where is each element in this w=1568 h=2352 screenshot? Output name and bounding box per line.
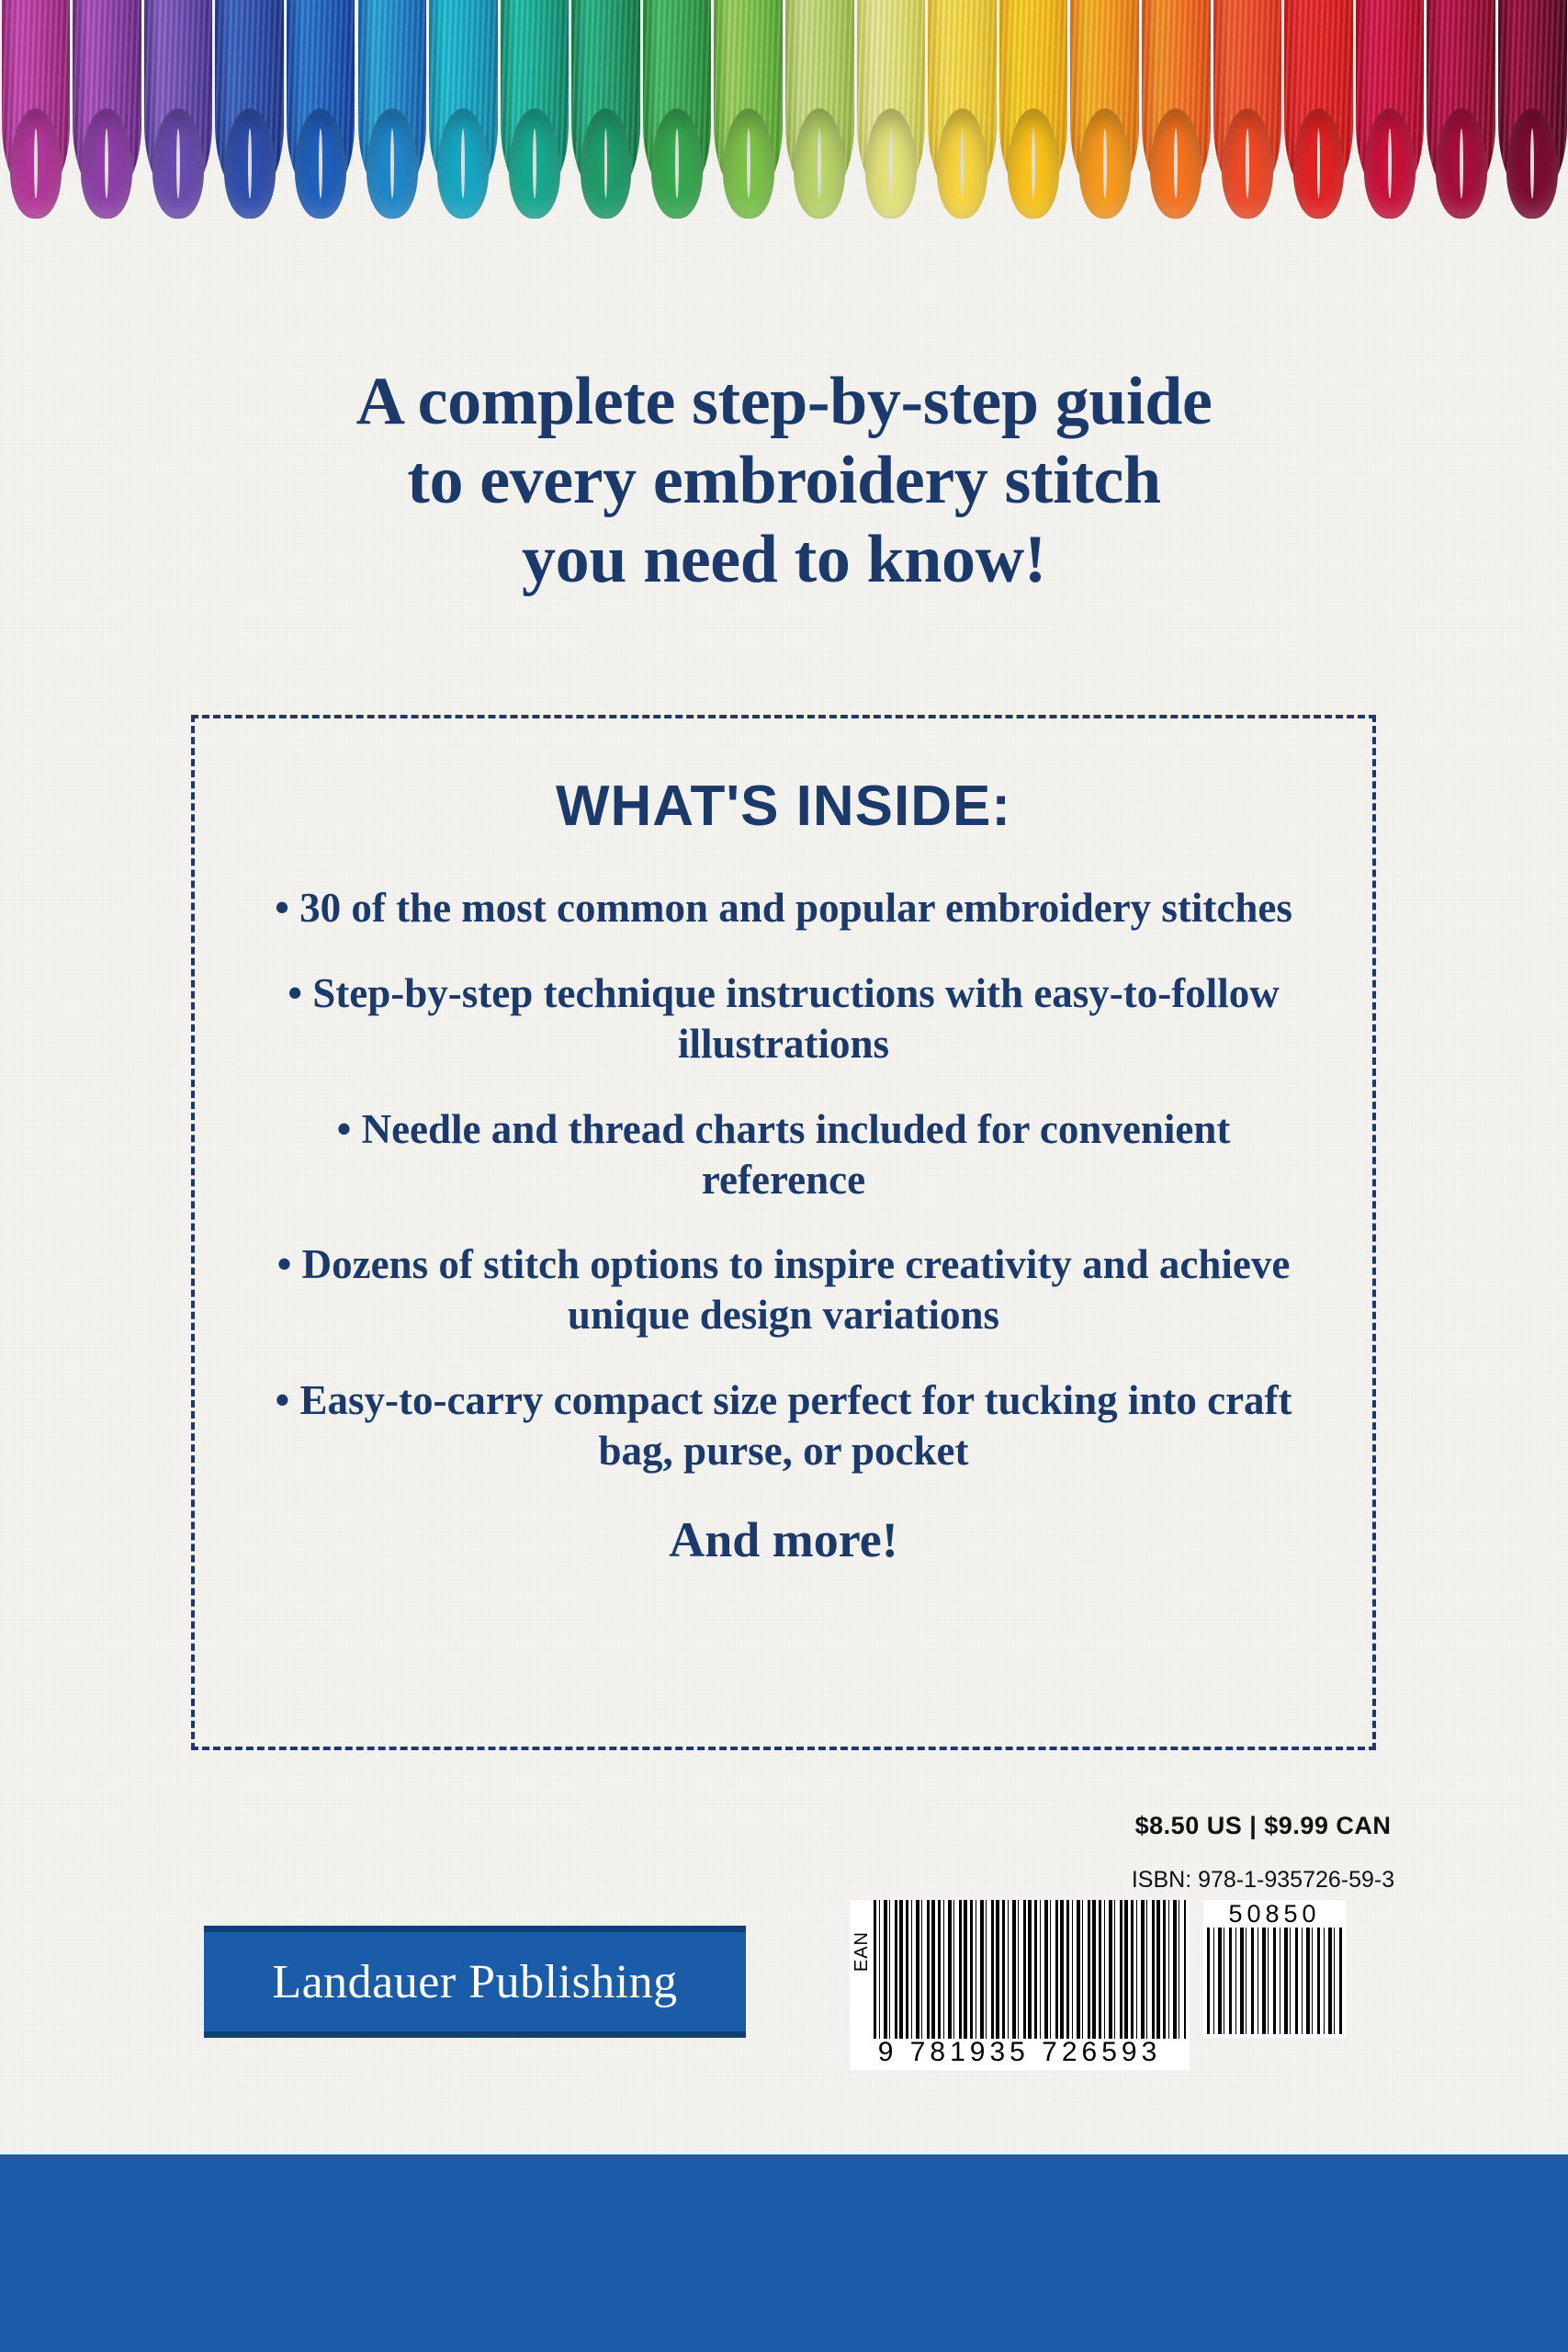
barcode-addon-digits: 50850 [1228,1900,1321,1928]
thread-skeins-band [0,0,1568,308]
price-text: $8.50 US | $9.99 CAN [1134,1812,1392,1839]
thread-skein [1426,0,1497,308]
thread-skein [428,0,500,308]
thread-skein [855,0,927,308]
thread-skein [713,0,784,308]
thread-skein [998,0,1069,308]
whats-inside-title: WHAT'S INSIDE: [555,775,1011,838]
list-item: • Easy-to-carry compact size perfect for tucking into craft bag, purse, or pocket [275,1377,1292,1475]
thread-skein [1496,0,1568,308]
thread-skein [1283,0,1355,308]
thread-skein [0,0,72,308]
thread-skein [1069,0,1141,308]
thread-skein [214,0,286,308]
thread-skein [285,0,356,308]
thread-skein [499,0,570,308]
thread-skein [1212,0,1283,308]
thread-skein [142,0,214,308]
list-item: • Dozens of stitch options to inspire creativity and achieve unique design variations [276,1241,1291,1339]
and-more-text: And more! [669,1512,898,1568]
thread-skein [1141,0,1213,308]
headline [0,363,1568,599]
thread-skein [927,0,998,308]
barcode-digits: 9 781935 726593 [877,2037,1162,2067]
list-item: • 30 of the most common and popular embroidery stitches [275,885,1292,931]
bottom-color-band [0,2154,1568,2352]
ean-label: EAN [852,1931,872,1973]
thread-skein [1354,0,1426,308]
headline-line-1: A complete step-by-step guide [355,364,1213,439]
whats-inside-box [191,715,1376,1750]
publisher-name: Landauer Publishing [272,1955,678,2008]
barcode-price-addon [1203,1900,1346,2038]
list-item: • Step-by-step technique instructions with easy-to-follow illustrations [288,969,1280,1067]
thread-skein [72,0,143,308]
publisher-logo [204,1926,746,2038]
isbn-text: ISBN: 978-1-935726-59-3 [1131,1867,1395,1893]
whats-inside-list [274,883,1293,1476]
list-item: • Needle and thread charts included for convenient reference [336,1105,1231,1203]
thread-skein [641,0,713,308]
barcode-ean13 [850,1900,1190,2070]
headline-line-3: you need to know! [522,521,1046,597]
headline-line-2: to every embroidery stitch [407,442,1161,518]
barcode-bars [874,1900,1186,2039]
thread-skein [356,0,428,308]
thread-skein [570,0,642,308]
thread-skein [784,0,856,308]
barcode-addon-bars [1207,1928,1342,2034]
